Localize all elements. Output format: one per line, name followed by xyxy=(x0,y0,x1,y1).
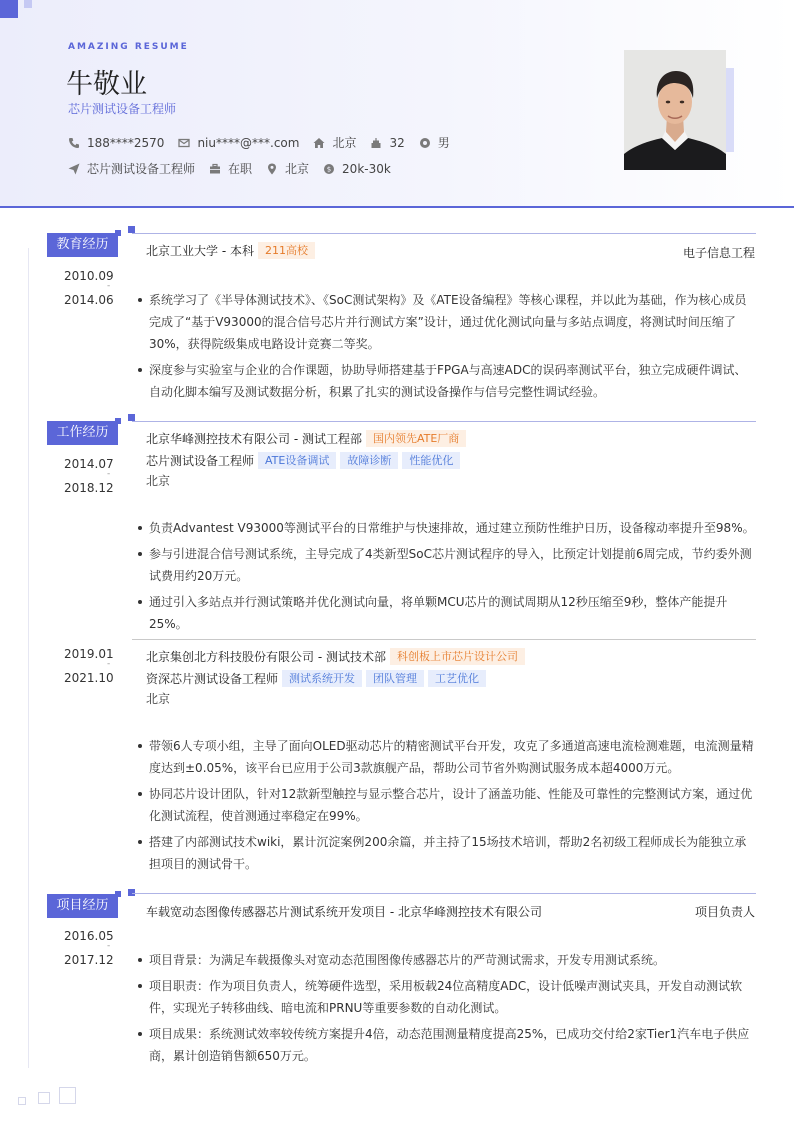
work-city: 北京 xyxy=(146,474,171,488)
mail-icon xyxy=(178,137,190,149)
date-separator: - xyxy=(107,941,111,951)
education-heading: 教育经历 xyxy=(47,233,118,257)
skill-tag: ATE设备调试 xyxy=(258,452,336,469)
education-bullets xyxy=(136,289,756,407)
skill-tag: 工艺优化 xyxy=(428,670,486,687)
avatar xyxy=(624,50,726,170)
city-info xyxy=(266,160,309,177)
project-role: 项目负责人 xyxy=(694,905,755,919)
skill-tag: 团队管理 xyxy=(366,670,424,687)
decor-square-outline xyxy=(59,1087,76,1104)
skill-tag: 故障诊断 xyxy=(340,452,398,469)
decor-square xyxy=(0,0,18,18)
location-icon xyxy=(266,163,278,175)
home-info xyxy=(313,134,356,151)
education-major: 电子信息工程 xyxy=(682,246,755,260)
company-name: 北京华峰测控技术有限公司 - 测试工程部 xyxy=(146,432,362,446)
skill-tag: 性能优化 xyxy=(402,452,460,469)
skill-tag: 测试系统开发 xyxy=(282,670,362,687)
status-text: 在职 xyxy=(228,162,253,176)
position-title: 资深芯片测试设备工程师 xyxy=(146,672,279,686)
gender-info xyxy=(419,134,450,151)
home-icon xyxy=(313,137,325,149)
work-end-date: 2021.10 xyxy=(64,671,114,685)
work-bullets xyxy=(136,735,756,879)
intent-position-text: 芯片测试设备工程师 xyxy=(87,162,196,176)
work-bullet: 搭建了内部测试技术wiki，累计沉淀案例200余篇，并主持了15场技术培训，帮助2名初级工程师成长为能独立承担项目的测试骨干。 xyxy=(136,831,756,875)
phone-text: 188****2570 xyxy=(87,135,165,150)
work-bullet: 通过引入多站点并行测试策略并优化测试向量，将单颗MCU芯片的测试周期从12秒压缩至9秒，整体产能提升25%。 xyxy=(136,591,756,635)
age-text: 32 xyxy=(389,135,405,150)
project-bullet: 项目成果：系统测试效率较传统方案提升4倍，动态范围测量精度提高25%，已成功交付给2家Tier1汽车电子供应商，累计创造销售额650万元。 xyxy=(136,1023,756,1067)
company-badge: 国内领先ATE厂商 xyxy=(366,430,466,447)
school-name: 北京工业大学 - 本科 xyxy=(146,244,254,258)
email-text: niu****@***.com xyxy=(197,135,300,150)
work-bullet: 负责Advantest V93000等测试平台的日常维护与快速排故，通过建立预防性维护日历，设备稼动率提升至98%。 xyxy=(136,517,756,539)
project-bullet: 项目职责：作为项目负责人，统筹硬件选型，采用板载24位高精度ADC，设计低噪声测试夹具，开发自动测试软件，实现光子转移曲线、暗电流和PRNU等重要参数的自动化测试。 xyxy=(136,975,756,1019)
work-bullet: 参与引进混合信号测试系统，主导完成了4类新型SoC芯片测试程序的导入，比预定计划提前6周完成，节约委外测试费用约20万元。 xyxy=(136,543,756,587)
date-separator: - xyxy=(107,281,111,291)
project-name-line xyxy=(146,903,542,920)
gender-icon xyxy=(419,137,431,149)
education-bullet: 深度参与实验室与企业的合作课题，协助导师搭建基于FPGA与高速ADC的误码率测试平台，独立完成硬件调试、自动化脚本编写及测试数据分析，积累了扎实的测试设备操作与信号完整性调试经验。 xyxy=(136,359,756,403)
work-company-line xyxy=(146,430,466,447)
work-company-line xyxy=(146,648,525,665)
cake-icon xyxy=(370,137,382,149)
company-name: 北京集创北方科技股份有限公司 - 测试技术部 xyxy=(146,650,386,664)
project-name: 车载宽动态图像传感器芯片测试系统开发项目 - 北京华峰测控技术有限公司 xyxy=(146,905,542,919)
project-bullets xyxy=(136,949,756,1071)
education-end-date: 2014.06 xyxy=(64,293,114,307)
city-text: 北京 xyxy=(285,162,310,176)
salary-icon xyxy=(323,163,335,175)
candidate-name: 牛敬业 xyxy=(66,69,147,100)
decor-square-outline xyxy=(18,1097,26,1105)
section-divider xyxy=(132,421,756,422)
section-divider xyxy=(132,233,756,234)
entry-divider xyxy=(132,639,756,640)
date-separator: - xyxy=(107,659,111,669)
candidate-role: 芯片测试设备工程师 xyxy=(68,102,177,116)
briefcase-icon xyxy=(209,163,221,175)
salary-text: 20k-30k xyxy=(342,161,391,176)
date-separator: - xyxy=(107,469,111,479)
decor-square-outline xyxy=(38,1092,50,1104)
work-start-date: 2014.07 xyxy=(64,457,114,471)
work-start-date: 2019.01 xyxy=(64,647,114,661)
work-city: 北京 xyxy=(146,692,171,706)
work-end-date: 2018.12 xyxy=(64,481,114,495)
phone-icon xyxy=(68,137,80,149)
work-bullets xyxy=(136,517,756,639)
tagline: AMAZING RESUME xyxy=(68,42,189,52)
gender-text: 男 xyxy=(437,136,450,150)
salary-info xyxy=(323,162,391,176)
send-icon xyxy=(68,163,80,175)
section-marker xyxy=(128,414,135,421)
intent-position-info xyxy=(68,160,195,177)
timeline-line xyxy=(28,248,29,1068)
age-info xyxy=(370,136,404,150)
project-end-date: 2017.12 xyxy=(64,953,114,967)
company-badge: 科创板上市芯片设计公司 xyxy=(390,648,525,665)
work-bullet: 协同芯片设计团队，针对12款新型触控与显示整合芯片，设计了涵盖功能、性能及可靠性的完整测试方案，通过优化测试流程，使首测通过率稳定在99%。 xyxy=(136,783,756,827)
project-start-date: 2016.05 xyxy=(64,929,114,943)
home-text: 北京 xyxy=(332,136,357,150)
contact-row xyxy=(68,134,464,151)
decor-square-small xyxy=(24,0,32,8)
position-title: 芯片测试设备工程师 xyxy=(146,454,255,468)
project-bullet: 项目背景：为满足车载摄像头对宽动态范围图像传感器芯片的严苛测试需求，开发专用测试系统。 xyxy=(136,949,756,971)
section-divider xyxy=(132,893,756,894)
section-marker xyxy=(128,226,135,233)
email-info xyxy=(178,136,299,150)
education-school-line xyxy=(146,242,315,259)
header-banner xyxy=(0,0,794,208)
profile-photo xyxy=(624,50,726,170)
intent-row xyxy=(68,160,405,177)
school-badge: 211高校 xyxy=(258,242,315,259)
work-position-line xyxy=(146,452,460,469)
work-bullet: 带领6人专项小组，主导了面向OLED驱动芯片的精密测试平台开发，攻克了多通道高速电流检测难题，电流测量精度达到±0.05%，该平台已应用于公司3款旗舰产品，帮助公司节省外购测试服务成本超4000万元。 xyxy=(136,735,756,779)
education-bullet: 系统学习了《半导体测试技术》、《SoC测试架构》及《ATE设备编程》等核心课程，并以此为基础，作为核心成员完成了“基于V93000的混合信号芯片并行测试方案”设计，通过优化测试向量与多站点调度，将测试时间压缩了30%，获得院级集成电路设计竞赛二等奖。 xyxy=(136,289,756,355)
education-start-date: 2010.09 xyxy=(64,269,114,283)
work-heading: 工作经历 xyxy=(47,421,118,445)
phone-info xyxy=(68,136,164,150)
work-position-line xyxy=(146,670,486,687)
status-info xyxy=(209,160,252,177)
svg-text:$: $ xyxy=(326,165,332,174)
project-heading: 项目经历 xyxy=(47,894,118,918)
